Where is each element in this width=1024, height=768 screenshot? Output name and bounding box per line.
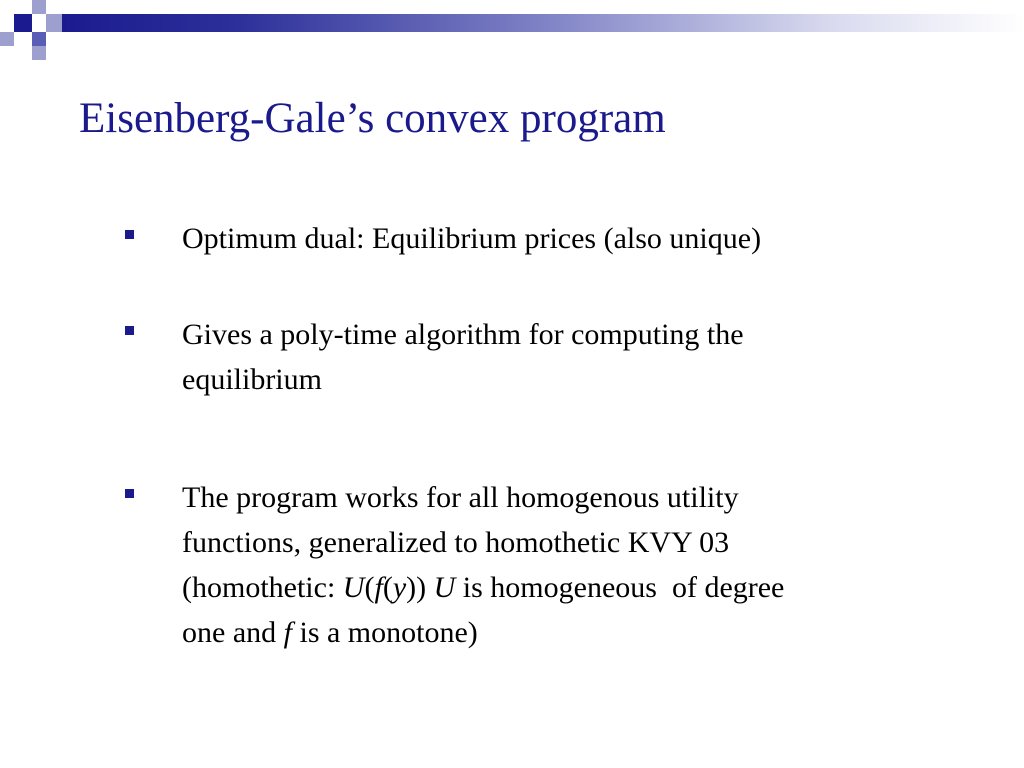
square-bullet-icon bbox=[125, 230, 134, 239]
math-symbol: U bbox=[433, 571, 456, 604]
bullet-item bbox=[125, 475, 1005, 655]
decorative-square-light bbox=[46, 14, 62, 32]
square-bullet-icon bbox=[125, 326, 134, 335]
text-run: )) bbox=[406, 571, 427, 604]
math-symbol: y bbox=[392, 571, 407, 604]
text-run: ( bbox=[382, 571, 393, 604]
bullet-line: Gives a poly-time algorithm for computing the bbox=[182, 318, 744, 351]
math-symbol: f bbox=[374, 571, 383, 604]
decorative-square-light bbox=[0, 32, 14, 46]
decorative-square-light bbox=[32, 46, 46, 60]
slide-title: Eisenberg-Gale’s convex program bbox=[79, 95, 666, 142]
math-symbol: U bbox=[342, 571, 365, 604]
bullet-line: The program works for all homogenous utility bbox=[182, 481, 739, 514]
bullet-line bbox=[182, 571, 784, 604]
bullet-text bbox=[182, 475, 1005, 655]
text-run: is a monotone) bbox=[291, 616, 478, 649]
text-run: one and bbox=[182, 616, 284, 649]
bullet-line: equilibrium bbox=[182, 363, 322, 396]
bullet-text: Optimum dual: Equilibrium prices (also unique) bbox=[182, 222, 762, 255]
square-bullet-icon bbox=[125, 489, 134, 498]
math-symbol: f bbox=[283, 616, 292, 649]
text-run: is homogeneous of degree bbox=[455, 571, 785, 604]
text-run bbox=[426, 571, 434, 604]
bullet-item bbox=[125, 312, 1005, 402]
decorative-square-mid bbox=[32, 32, 46, 46]
decorative-square-light bbox=[32, 0, 46, 14]
bullet-text bbox=[182, 312, 1005, 402]
text-run: ( bbox=[364, 571, 375, 604]
header-gradient-bar bbox=[62, 14, 1024, 32]
bullet-line bbox=[182, 616, 478, 649]
bullet-item bbox=[125, 216, 1005, 261]
bullet-line: functions, generalized to homothetic KVY 03 bbox=[182, 526, 730, 559]
decorative-square-dark bbox=[14, 14, 32, 32]
text-run: (homothetic: bbox=[182, 571, 343, 604]
